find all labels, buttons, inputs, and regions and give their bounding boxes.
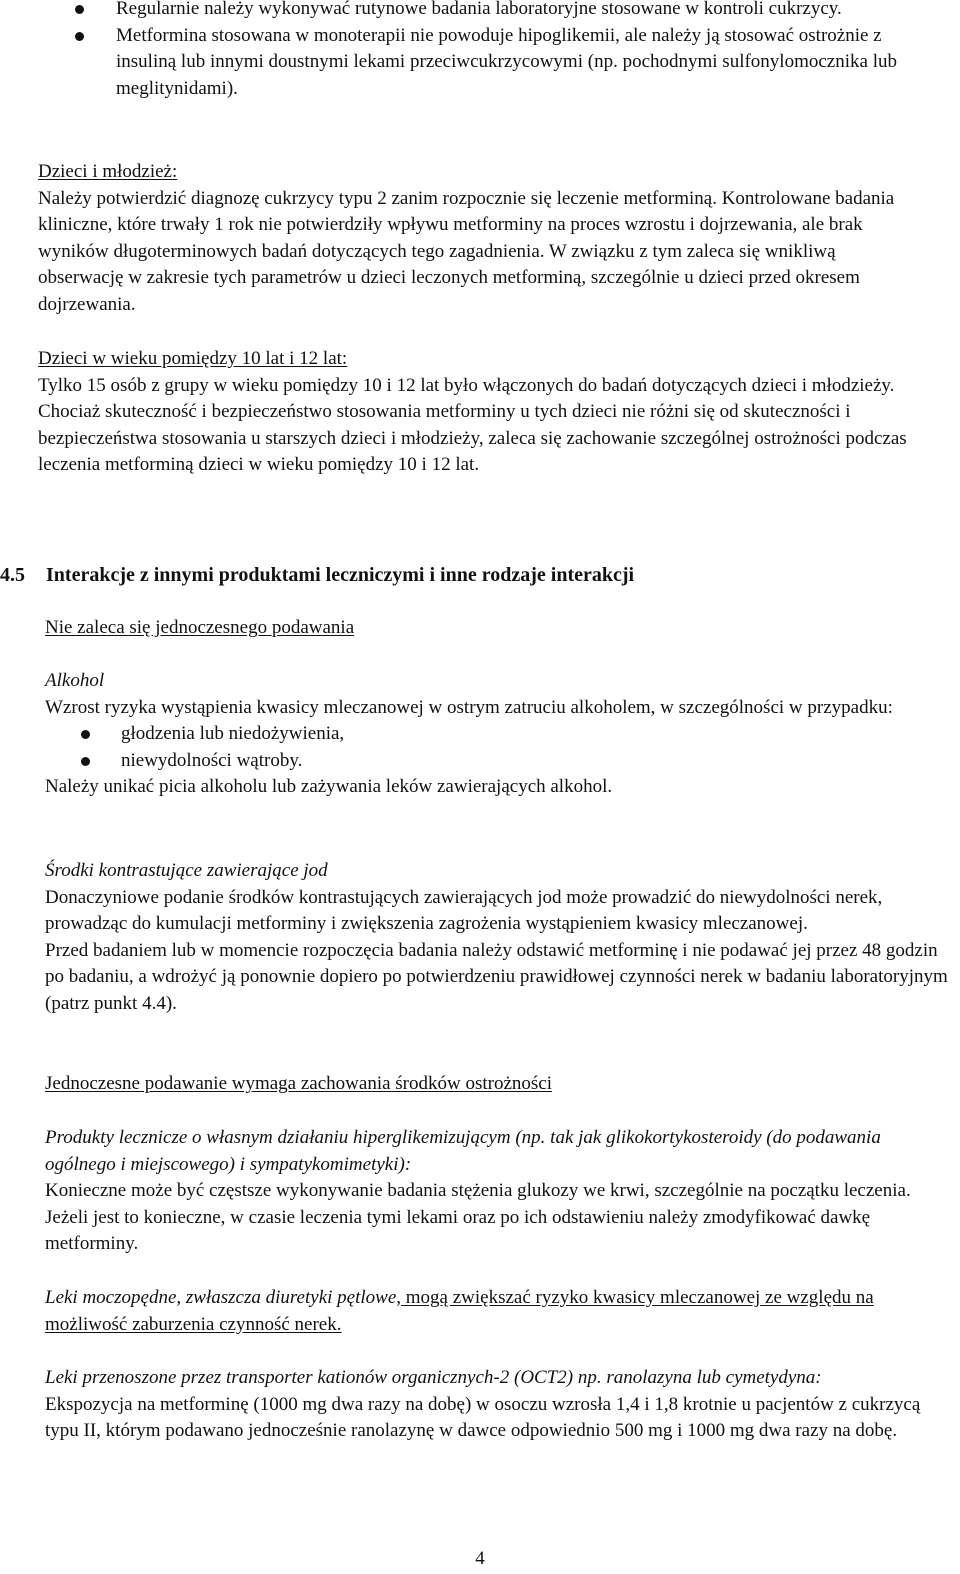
contrast-block [45,858,955,1017]
alcohol-intro: Wzrost ryzyka wystąpienia kwasicy mleczanowej w ostrym zatruciu alkoholem, w szczególności w przypadku: [45,696,893,718]
diuretics-block [45,1285,950,1338]
bullet-text: głodzenia lub niedożywienia, [121,723,345,744]
diuretics-underlined: mogą zwiększać ryzyko kwasicy mleczanowej ze względu na możliwość zaburzenia czynność nerek. [45,1287,874,1335]
alcohol-outro: Należy unikać picia alkoholu lub zażywania leków zawierających alkohol. [45,776,613,797]
bullet-text: niewydolności wątroby. [121,749,303,771]
bullet-dot-icon [81,757,90,766]
hyperglycemic-text: Konieczne może być częstsze wykonywanie badania stężenia glukozy we krwi, szczególnie na początku leczenia. Jeżeli jest to konieczne, w czasie leczenia tymi lekami oraz po ich odstawieniu należy zmodyfikować dawkę metforminy. [45,1180,911,1254]
diuretics-italic: Leki moczopędne, zwłaszcza diuretyki pętlowe, [45,1287,402,1308]
children-block [38,159,923,318]
hyperglycemic-block [45,1125,950,1258]
oct2-block [45,1365,950,1445]
bullet-dot-icon [75,5,84,14]
bullet-text: Metformina stosowana w monoterapii nie powoduje hipoglikemii, ale należy ją stosować ostrożnie z insuliną lub innymi doustnymi lekami przeciwcukrzycowymi (np. pochodnymi sulfonylomocznika lub meglitynidami). [116,24,897,99]
children-heading: Dzieci i młodzież: [38,161,178,182]
children-text: Należy potwierdzić diagnozę cukrzycy typu 2 zanim rozpocznie się leczenie metforminą. Kontrolowane badania kliniczne, które trwały 1 rok nie potwierdziły wpływu metforminy na proces wzrostu i dojrzewania, ale brak wyników długoterminowych badań dotyczących tego zagadnienia. W związku z tym zaleca się wnikliwą obserwację w zakresie tych parametrów u dzieci leczonych metforminą, szczególnie u dzieci przed okresem dojrzewania. [38,187,895,315]
alcohol-title: Alkohol [45,670,105,691]
section-number: 4.5 [0,564,25,586]
children-10-12-heading: Dzieci w wieku pomiędzy 10 lat i 12 lat: [38,348,348,369]
children-10-12-block [38,346,956,479]
contrast-title: Środki kontrastujące zawierające jod [45,860,328,881]
alcohol-bullet-list [0,721,950,774]
precautions-heading: Jednoczesne podawanie wymaga zachowania środków ostrożności [45,1073,553,1094]
bullet-dot-icon [75,32,84,41]
children-10-12-text: Tylko 15 osób z grupy w wieku pomiędzy 10 i 12 lat było włączonych do badań dotyczących dzieci i młodzieży. Chociaż skuteczność i bezpieczeństwo stosowania metforminy u tych dzieci nie różni się od skuteczności i bezpieczeństwa stosowania u starszych dzieci i młodzieży, zaleca się zachowanie szczególnej ostrożności podczas leczenia metforminą dzieci w wieku pomiędzy 10 i 12 lat. [38,374,907,475]
hyperglycemic-title: Produkty lecznicze o własnym działaniu hiperglikemizującym (np. tak jak glikokortykosteroidy (do podawania ogólnego i miejscowego) i sympatykomimetyki): [45,1127,881,1175]
bullet-item [0,748,950,775]
oct2-text: Ekspozycja na metforminę (1000 mg dwa razy na dobę) w osoczu wzrosła 1,4 i 1,8 krotnie u pacjentów z cukrzycą typu II, którym podawano jednocześnie ranolazynę w dawce odpowiednio 500 mg i 1000 mg dwa razy na dobę. [45,1393,921,1441]
contrast-p1: Donaczyniowe podanie środków kontrastujących zawierających jod może prowadzić do niewydolności nerek, prowadząc do kumulacji metforminy i zwiększenia zagrożenia wystąpieniem kwasicy mleczanowej. [45,886,883,934]
bullet-item [0,0,920,23]
bullet-item [0,23,920,103]
page-number: 4 [475,1548,485,1569]
section-title: Interakcje z innymi produktami leczniczymi i inne rodzaje interakcji [46,564,635,586]
not-recommended-heading: Nie zaleca się jednoczesnego podawania [45,617,355,638]
alcohol-block [45,668,950,801]
contrast-p2: Przed badaniem lub w momencie rozpoczęcia badania należy odstawić metforminę i nie podawać jej przez 48 godzin po badaniu, a wdrożyć ją ponownie dopiero po potwierdzeniu prawidłowej czynności nerek w badaniu laboratoryjnym (patrz punkt 4.4). [45,939,948,1014]
top-bullet-list [40,0,920,102]
bullet-dot-icon [81,730,90,739]
oct2-title: Leki przenoszone przez transporter kationów organicznych-2 (OCT2) np. ranolazyna lub cymetydyna: [45,1367,822,1388]
bullet-item [0,721,950,748]
section-heading [0,562,960,589]
bullet-text: Regularnie należy wykonywać rutynowe badania laboratoryjne stosowane w kontroli cukrzycy. [116,0,842,19]
